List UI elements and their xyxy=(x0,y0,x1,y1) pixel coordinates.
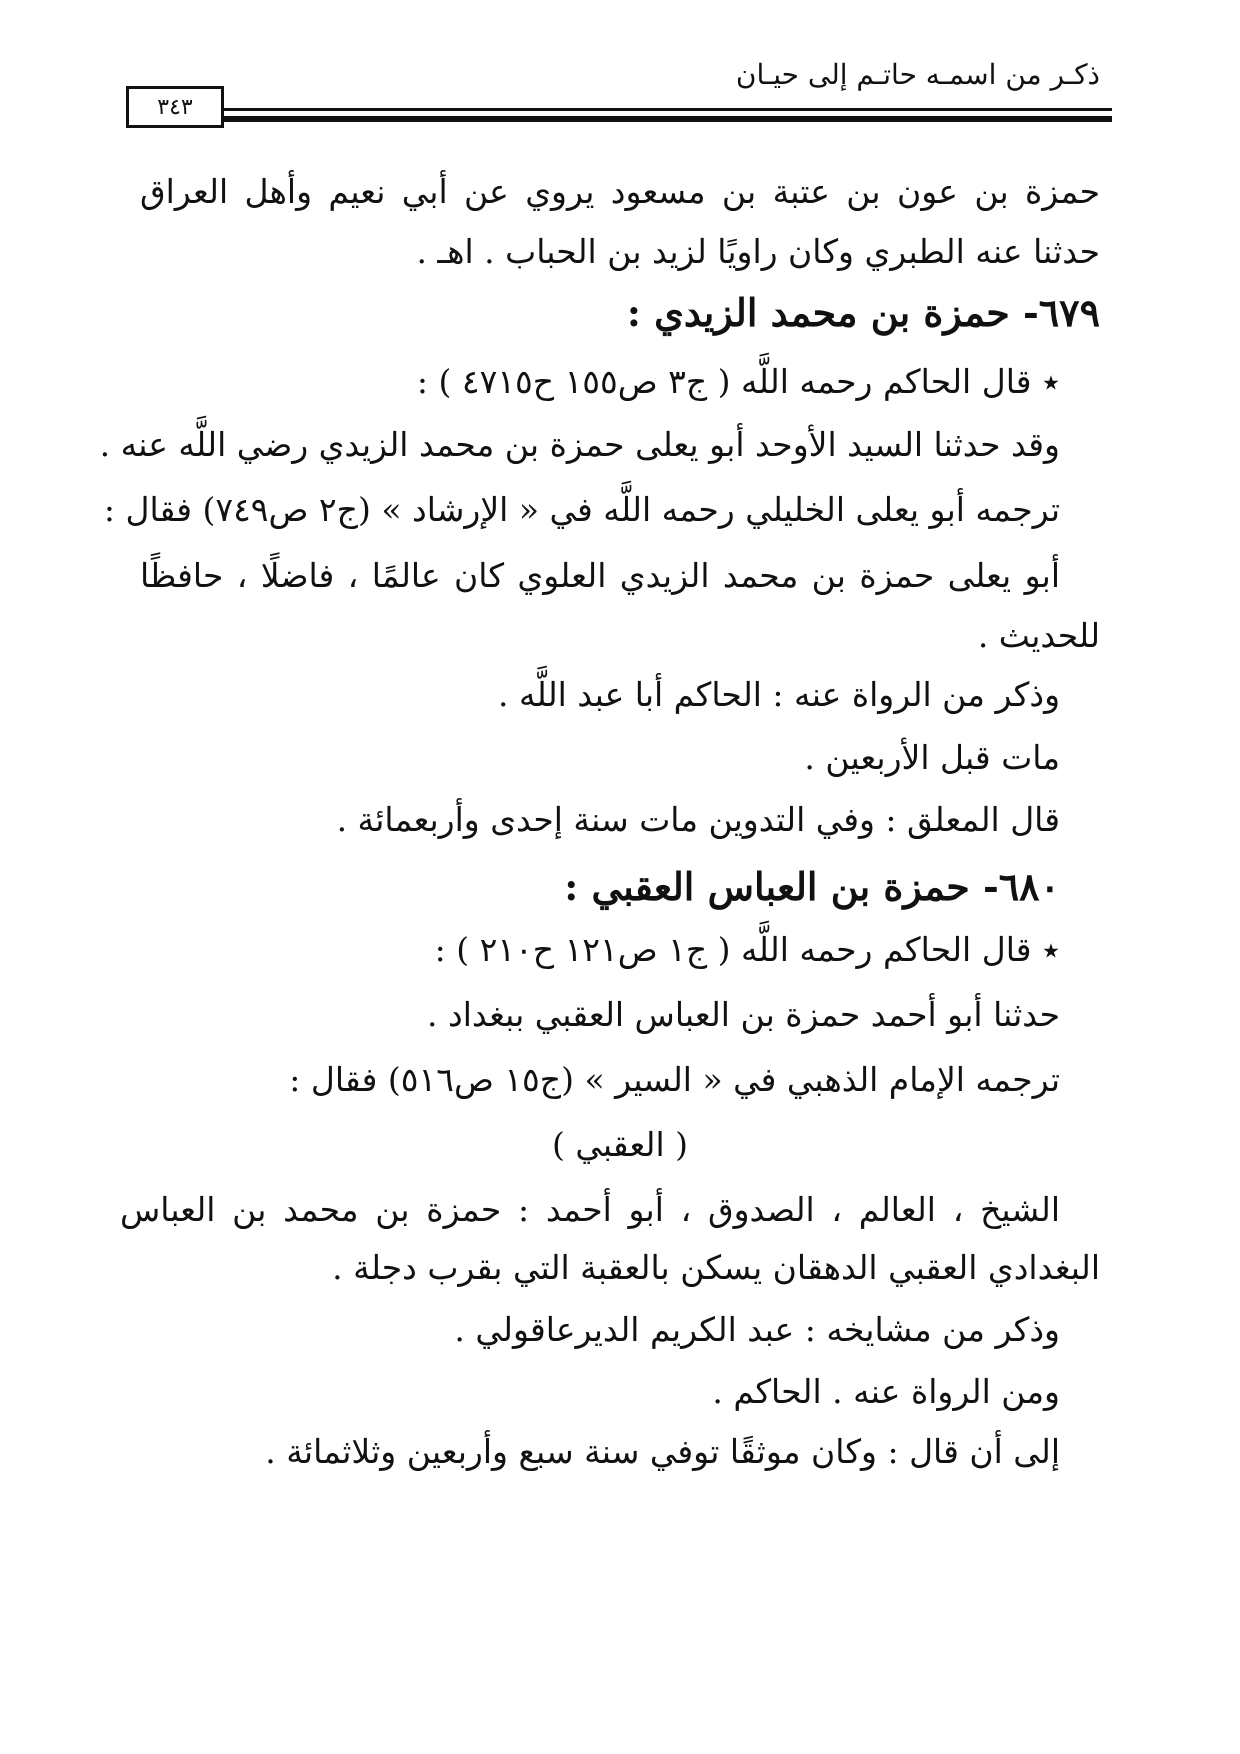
paragraph-line: قال المعلق : وفي التدوين مات سنة إحدى وأربعمائة . xyxy=(336,800,1060,839)
paragraph-line: ومن الرواة عنه . الحاكم . xyxy=(712,1372,1060,1411)
paragraph-line: أبو يعلى حمزة بن محمد الزيدي العلوي كان عالمًا ، فاضلًا ، حافظًا xyxy=(140,556,1060,595)
paragraph-line: للحديث . xyxy=(977,616,1100,655)
paragraph-line: ترجمه الإمام الذهبي في « السير » (ج١٥ ص٥١٦) فقال : xyxy=(289,1060,1060,1099)
paragraph-line: البغدادي العقبي الدهقان يسكن بالعقبة التي بقرب دجلة . xyxy=(332,1248,1100,1287)
page-number: ٣٤٣ xyxy=(126,86,224,128)
paragraph-line: إلى أن قال : وكان موثقًا توفي سنة سبع وأربعين وثلاثمائة . xyxy=(265,1432,1060,1471)
subheading-line: ( العقبي ) xyxy=(551,1125,689,1164)
paragraph-line: حمزة بن عون بن عتبة بن مسعود يروي عن أبي نعيم وأهل العراق xyxy=(140,172,1100,211)
entry-heading-680: ٦٨٠- حمزة بن العباس العقبي : xyxy=(564,864,1060,909)
paragraph-line: مات قبل الأربعين . xyxy=(804,738,1060,777)
paragraph-line: وذكر من مشايخه : عبد الكريم الديرعاقولي . xyxy=(454,1310,1060,1349)
paragraph-line: وقد حدثنا السيد الأوحد أبو يعلى حمزة بن محمد الزيدي رضي اللَّه عنه . xyxy=(99,425,1060,464)
header-rule-thick xyxy=(224,116,1112,122)
paragraph-line: ترجمه أبو يعلى الخليلي رحمه اللَّه في « الإرشاد » (ج٢ ص٧٤٩) فقال : xyxy=(103,490,1060,529)
paragraph-line: الشيخ ، العالم ، الصدوق ، أبو أحمد : حمزة بن محمد بن العباس xyxy=(120,1190,1060,1229)
paragraph-line: حدثنا عنه الطبري وكان راويًا لزيد بن الحباب . اهـ . xyxy=(416,232,1100,271)
citation-line: ٭ قال الحاكم رحمه اللَّه ( ج١ ص١٢١ ح٢١٠ ) : xyxy=(434,930,1060,969)
header-rule-thin xyxy=(224,108,1112,111)
citation-line: ٭ قال الحاكم رحمه اللَّه ( ج٣ ص١٥٥ ح٤٧١٥ ) : xyxy=(416,362,1060,401)
paragraph-line: وذكر من الرواة عنه : الحاكم أبا عبد اللَّه . xyxy=(498,675,1060,714)
entry-heading-679: ٦٧٩- حمزة بن محمد الزيدي : xyxy=(626,290,1100,335)
paragraph-line: حدثنا أبو أحمد حمزة بن العباس العقبي ببغداد . xyxy=(427,995,1060,1034)
running-header-title: ذكـر من اسمـه حاتـم إلى حيـان xyxy=(735,58,1100,91)
